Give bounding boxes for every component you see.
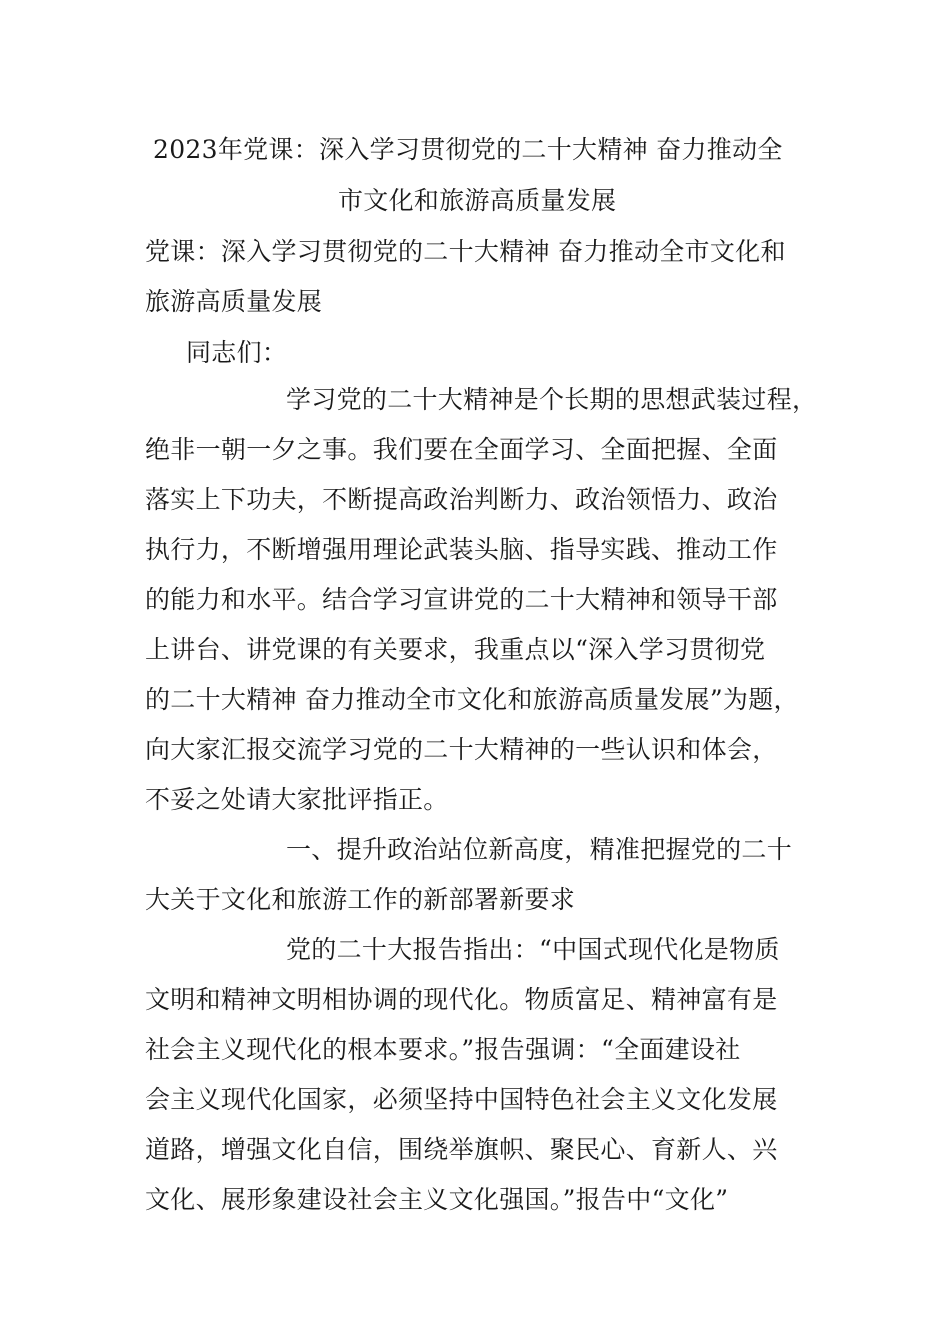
subtitle-line-2: 旅游高质量发展 bbox=[145, 287, 323, 316]
paragraph2-line: 会主义现代化国家，必须坚持中国特色社会主义文化发展 bbox=[145, 1085, 778, 1114]
section1-heading-line-1: 一、提升政治站位新高度，精准把握党的二十 bbox=[286, 835, 793, 864]
paragraph1-line: 学习党的二十大精神是个长期的思想武装过程， bbox=[286, 385, 818, 414]
section1-heading-line-2: 大关于文化和旅游工作的新部署新要求 bbox=[145, 885, 576, 914]
paragraph1-line: 的二十大精神 奋力推动全市文化和旅游高质量发展”为题， bbox=[145, 685, 799, 714]
paragraph1-line: 向大家汇报交流学习党的二十大精神的一些认识和体会， bbox=[145, 735, 778, 764]
paragraph2-line: 文化、展形象建设社会主义文化强国。”报告中“文化” bbox=[145, 1185, 729, 1214]
paragraph2-line: 文明和精神文明相协调的现代化。物质富足、精神富有是 bbox=[145, 985, 778, 1014]
paragraph2-line: 社会主义现代化的根本要求。”报告强调：“全面建设社 bbox=[145, 1035, 741, 1064]
salutation: 同志们： bbox=[186, 338, 288, 367]
paragraph1-line: 不妥之处请大家批评指正。 bbox=[145, 785, 449, 814]
paragraph1-line: 落实上下功夫，不断提高政治判断力、政治领悟力、政治 bbox=[145, 485, 778, 514]
document-title-line-2: 市文化和旅游高质量发展 bbox=[338, 186, 617, 215]
paragraph1-line: 的能力和水平。结合学习宣讲党的二十大精神和领导干部 bbox=[145, 585, 778, 614]
paragraph1-line: 绝非一朝一夕之事。我们要在全面学习、全面把握、全面 bbox=[145, 435, 778, 464]
subtitle-line-1: 党课：深入学习贯彻党的二十大精神 奋力推动全市文化和 bbox=[145, 237, 786, 266]
paragraph1-line: 执行力，不断增强用理论武装头脑、指导实践、推动工作 bbox=[145, 535, 778, 564]
document-title-line-1: 2023年党课：深入学习贯彻党的二十大精神 奋力推动全 bbox=[153, 135, 783, 164]
paragraph2-line: 党的二十大报告指出：“中国式现代化是物质 bbox=[286, 935, 780, 964]
paragraph2-line: 道路，增强文化自信，围绕举旗帜、聚民心、育新人、兴 bbox=[145, 1135, 778, 1164]
paragraph1-line: 上讲台、讲党课的有关要求，我重点以“深入学习贯彻党 bbox=[145, 635, 766, 664]
